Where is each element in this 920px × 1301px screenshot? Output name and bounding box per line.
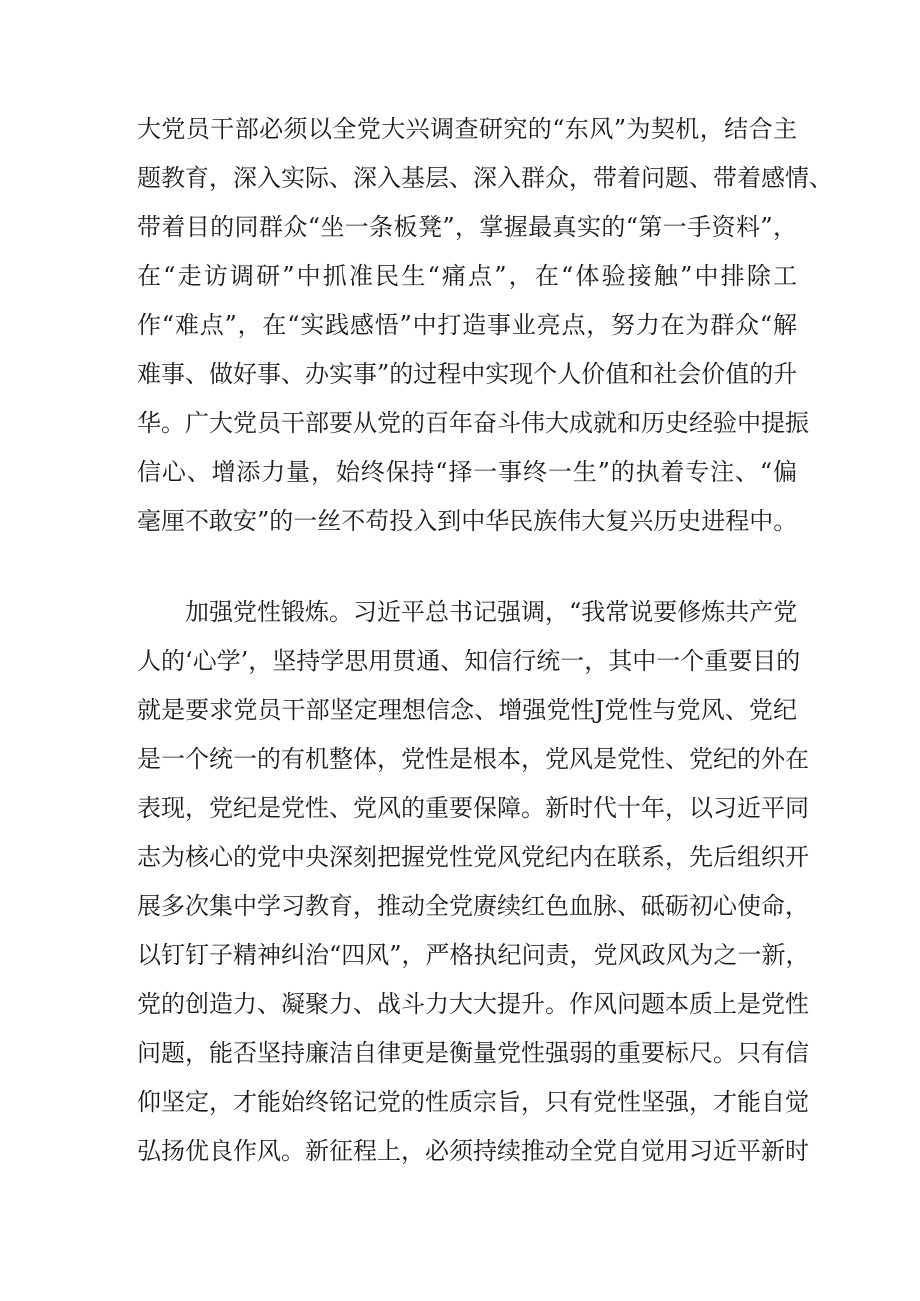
paragraph-1-line-9: 毫厘不敢安”的一丝不苟投入到中华民族伟大复兴历史进程中。 xyxy=(137,507,798,535)
paragraph-2-line-9: 党的创造力、凝聚力、战斗力大大提升。作风问题本质上是党性 xyxy=(137,990,809,1018)
paragraph-2-line-7: 展多次集中学习教育，推动全党赓续红色血脉、砥砺初心使命， xyxy=(137,892,809,920)
paragraph-2-line-6: 志为核心的党中央深刻把握党性党风党纪内在联系，先后组织开 xyxy=(137,843,809,871)
paragraph-2-line-4: 是一个统一的有机整体，党性是根本，党风是党性、党纪的外在 xyxy=(137,745,809,773)
paragraph-2-line-10: 问题，能否坚持廉洁自律更是衡量党性强弱的重要标尺。只有信 xyxy=(137,1039,809,1067)
paragraph-2-line-5: 表现，党纪是党性、党风的重要保障。新时代十年，以习近平同 xyxy=(137,794,809,822)
paragraph-1-line-1: 大党员干部必须以全党大兴调查研究的“东风”为契机，结合主 xyxy=(137,115,797,143)
paragraph-1-line-7: 华。广大党员干部要从党的百年奋斗伟大成就和历史经验中提振 xyxy=(137,409,809,437)
paragraph-2-line-2: 人的‘心学’，坚持学思用贯通、知信行统一，其中一个重要目的 xyxy=(137,647,801,675)
paragraph-1-line-8: 信心、增添力量，始终保持“择一事终一生”的执着专注、“偏 xyxy=(137,458,797,486)
paragraph-2-line-12: 弘扬优良作风。新征程上，必须持续推动全党自觉用习近平新时 xyxy=(137,1137,809,1165)
paragraph-1-line-4: 在“走访调研”中抓准民生“痛点”，在“体验接触”中排除工 xyxy=(137,262,797,290)
paragraph-2-line-11: 仰坚定，才能始终铭记党的性质宗旨，只有党性坚强，才能自觉 xyxy=(137,1088,809,1116)
paragraph-2-line-3: 就是要求党员干部坚定理想信念、增强党性J党性与党风、党纪 xyxy=(137,696,797,724)
paragraph-1-line-5: 作“难点”，在“实践感悟”中打造事业亮点，努力在为群众“解 xyxy=(137,311,797,339)
paragraph-1-line-2: 题教育，深入实际、深入基层、深入群众，带着问题、带着感情、 xyxy=(137,164,833,192)
paragraph-1-line-6: 难事、做好事、办实事”的过程中实现个人价值和社会价值的升 xyxy=(137,360,798,388)
paragraph-2-line-1: 加强党性锻炼。习近平总书记强调，“我常说要修炼共产党 xyxy=(185,598,798,626)
paragraph-2-line-8: 以钉钉子精神纠治“四风”，严格执纪问责，党风政风为之一新， xyxy=(137,941,810,969)
paragraph-1-line-3: 带着目的同群众“坐一条板凳”，掌握最真实的“第一手资料”， xyxy=(137,213,797,241)
